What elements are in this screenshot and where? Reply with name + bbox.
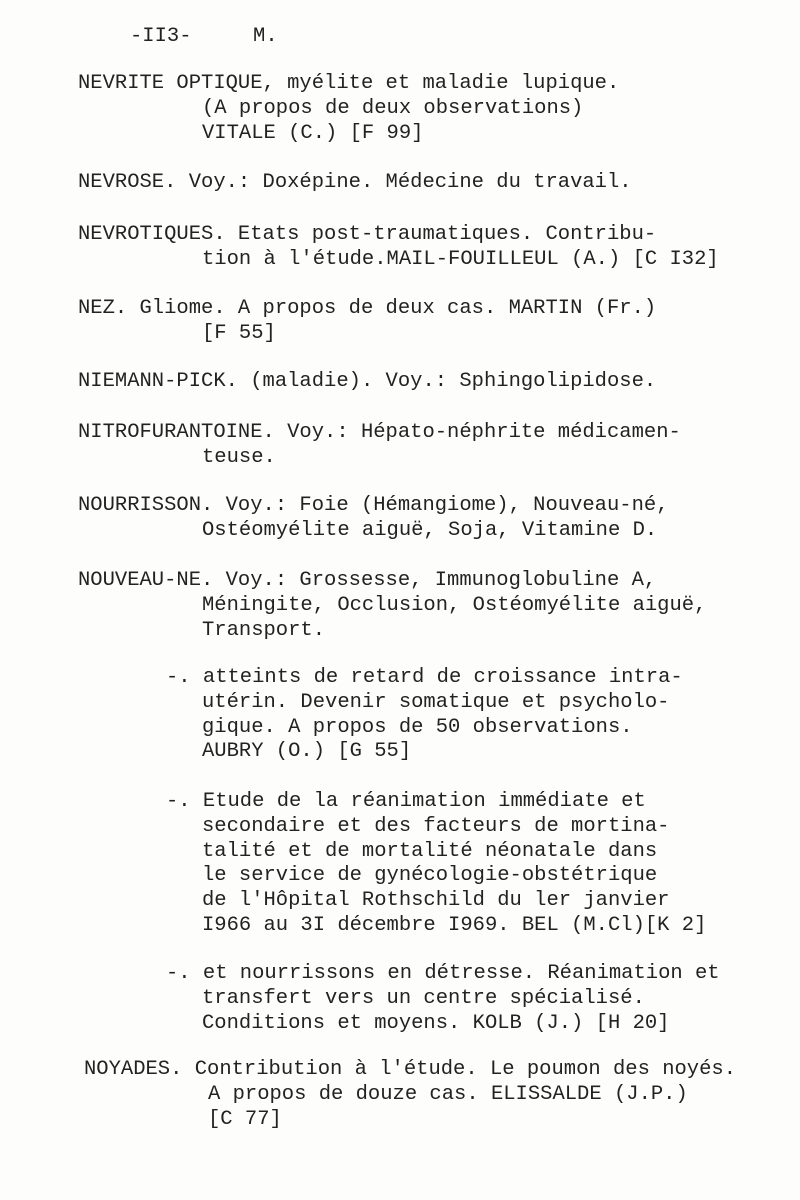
subentry-line: utérin. Devenir somatique et psycholo-	[202, 690, 670, 714]
subentry-line: talité et de mortalité néonatale dans	[202, 839, 658, 863]
index-entry-noyades	[84, 1058, 784, 1132]
subentry-line: -. et nourrissons en détresse. Réanimation et	[166, 962, 720, 985]
entry-line: NEZ. Gliome. A propos de deux cas. MARTIN (Fr.)	[78, 297, 657, 320]
entry-line: (A propos de deux observations)	[202, 96, 584, 120]
subentry-line: gique. A propos de 50 observations.	[202, 715, 633, 739]
subentry-line: le service de gynécologie-obstétrique	[202, 864, 658, 888]
index-entry-nevrite-optique	[78, 72, 778, 146]
subentry-line: I966 au 3I décembre I969. BEL (M.Cl)[K 2]	[202, 913, 707, 937]
entry-line: teuse.	[202, 445, 276, 469]
index-entry-nourrisson	[78, 494, 778, 544]
entry-line: VITALE (C.) [F 99]	[202, 121, 424, 145]
index-entry-niemann-pick	[78, 370, 778, 395]
subentry-line: -. atteints de retard de croissance intra-	[166, 666, 683, 689]
subentry-line: -. Etude de la réanimation immédiate et	[166, 790, 646, 813]
subentry-line: transfert vers un centre spécialisé.	[202, 986, 645, 1010]
entry-line: NEVROSE. Voy.: Doxépine. Médecine du travail.	[78, 171, 632, 194]
section-letter: M.	[253, 25, 278, 48]
entry-line: NIEMANN-PICK. (maladie). Voy.: Sphingolipidose.	[78, 370, 657, 393]
page-number: -II3-	[130, 25, 192, 48]
subentry-line: Conditions et moyens. KOLB (J.) [H 20]	[202, 1011, 670, 1035]
entry-line: [F 55]	[202, 321, 276, 345]
entry-line: NOURRISSON. Voy.: Foie (Hémangiome), Nouveau-né,	[78, 494, 669, 517]
subentry-line: AUBRY (O.) [G 55]	[202, 740, 412, 764]
entry-line: [C 77]	[208, 1107, 282, 1131]
index-entry-nitrofurantoine	[78, 421, 778, 471]
subentry-line: secondaire et des facteurs de mortina-	[202, 814, 670, 838]
entry-line: Méningite, Occlusion, Ostéomyélite aiguë,	[202, 593, 707, 617]
page-header	[130, 24, 278, 50]
index-entry-nez	[78, 297, 778, 347]
entry-line: NEVRITE OPTIQUE, myélite et maladie lupique.	[78, 72, 620, 95]
entry-line: Transport.	[202, 618, 326, 642]
entry-line: NEVROTIQUES. Etats post-traumatiques. Contribu-	[78, 223, 657, 246]
index-subentry-detresse	[78, 962, 778, 1036]
index-entry-nevrotiques	[78, 223, 778, 273]
entry-line: NOUVEAU-NE. Voy.: Grossesse, Immunoglobuline A,	[78, 569, 657, 592]
index-entry-nouveau-ne	[78, 569, 778, 643]
entry-line: A propos de douze cas. ELISSALDE (J.P.)	[208, 1082, 688, 1106]
index-subentry-retard-croissance	[78, 666, 778, 765]
entry-line: NITROFURANTOINE. Voy.: Hépato-néphrite médicamen-	[78, 421, 681, 444]
entry-line: Ostéomyélite aiguë, Soja, Vitamine D.	[202, 518, 658, 542]
entry-line: tion à l'étude.MAIL-FOUILLEUL (A.) [C I32]	[202, 247, 719, 271]
index-entry-nevrose	[78, 171, 778, 196]
entry-line: NOYADES. Contribution à l'étude. Le poumon des noyés.	[84, 1058, 737, 1081]
index-subentry-reanimation	[78, 790, 778, 939]
subentry-line: de l'Hôpital Rothschild du ler janvier	[202, 889, 670, 913]
